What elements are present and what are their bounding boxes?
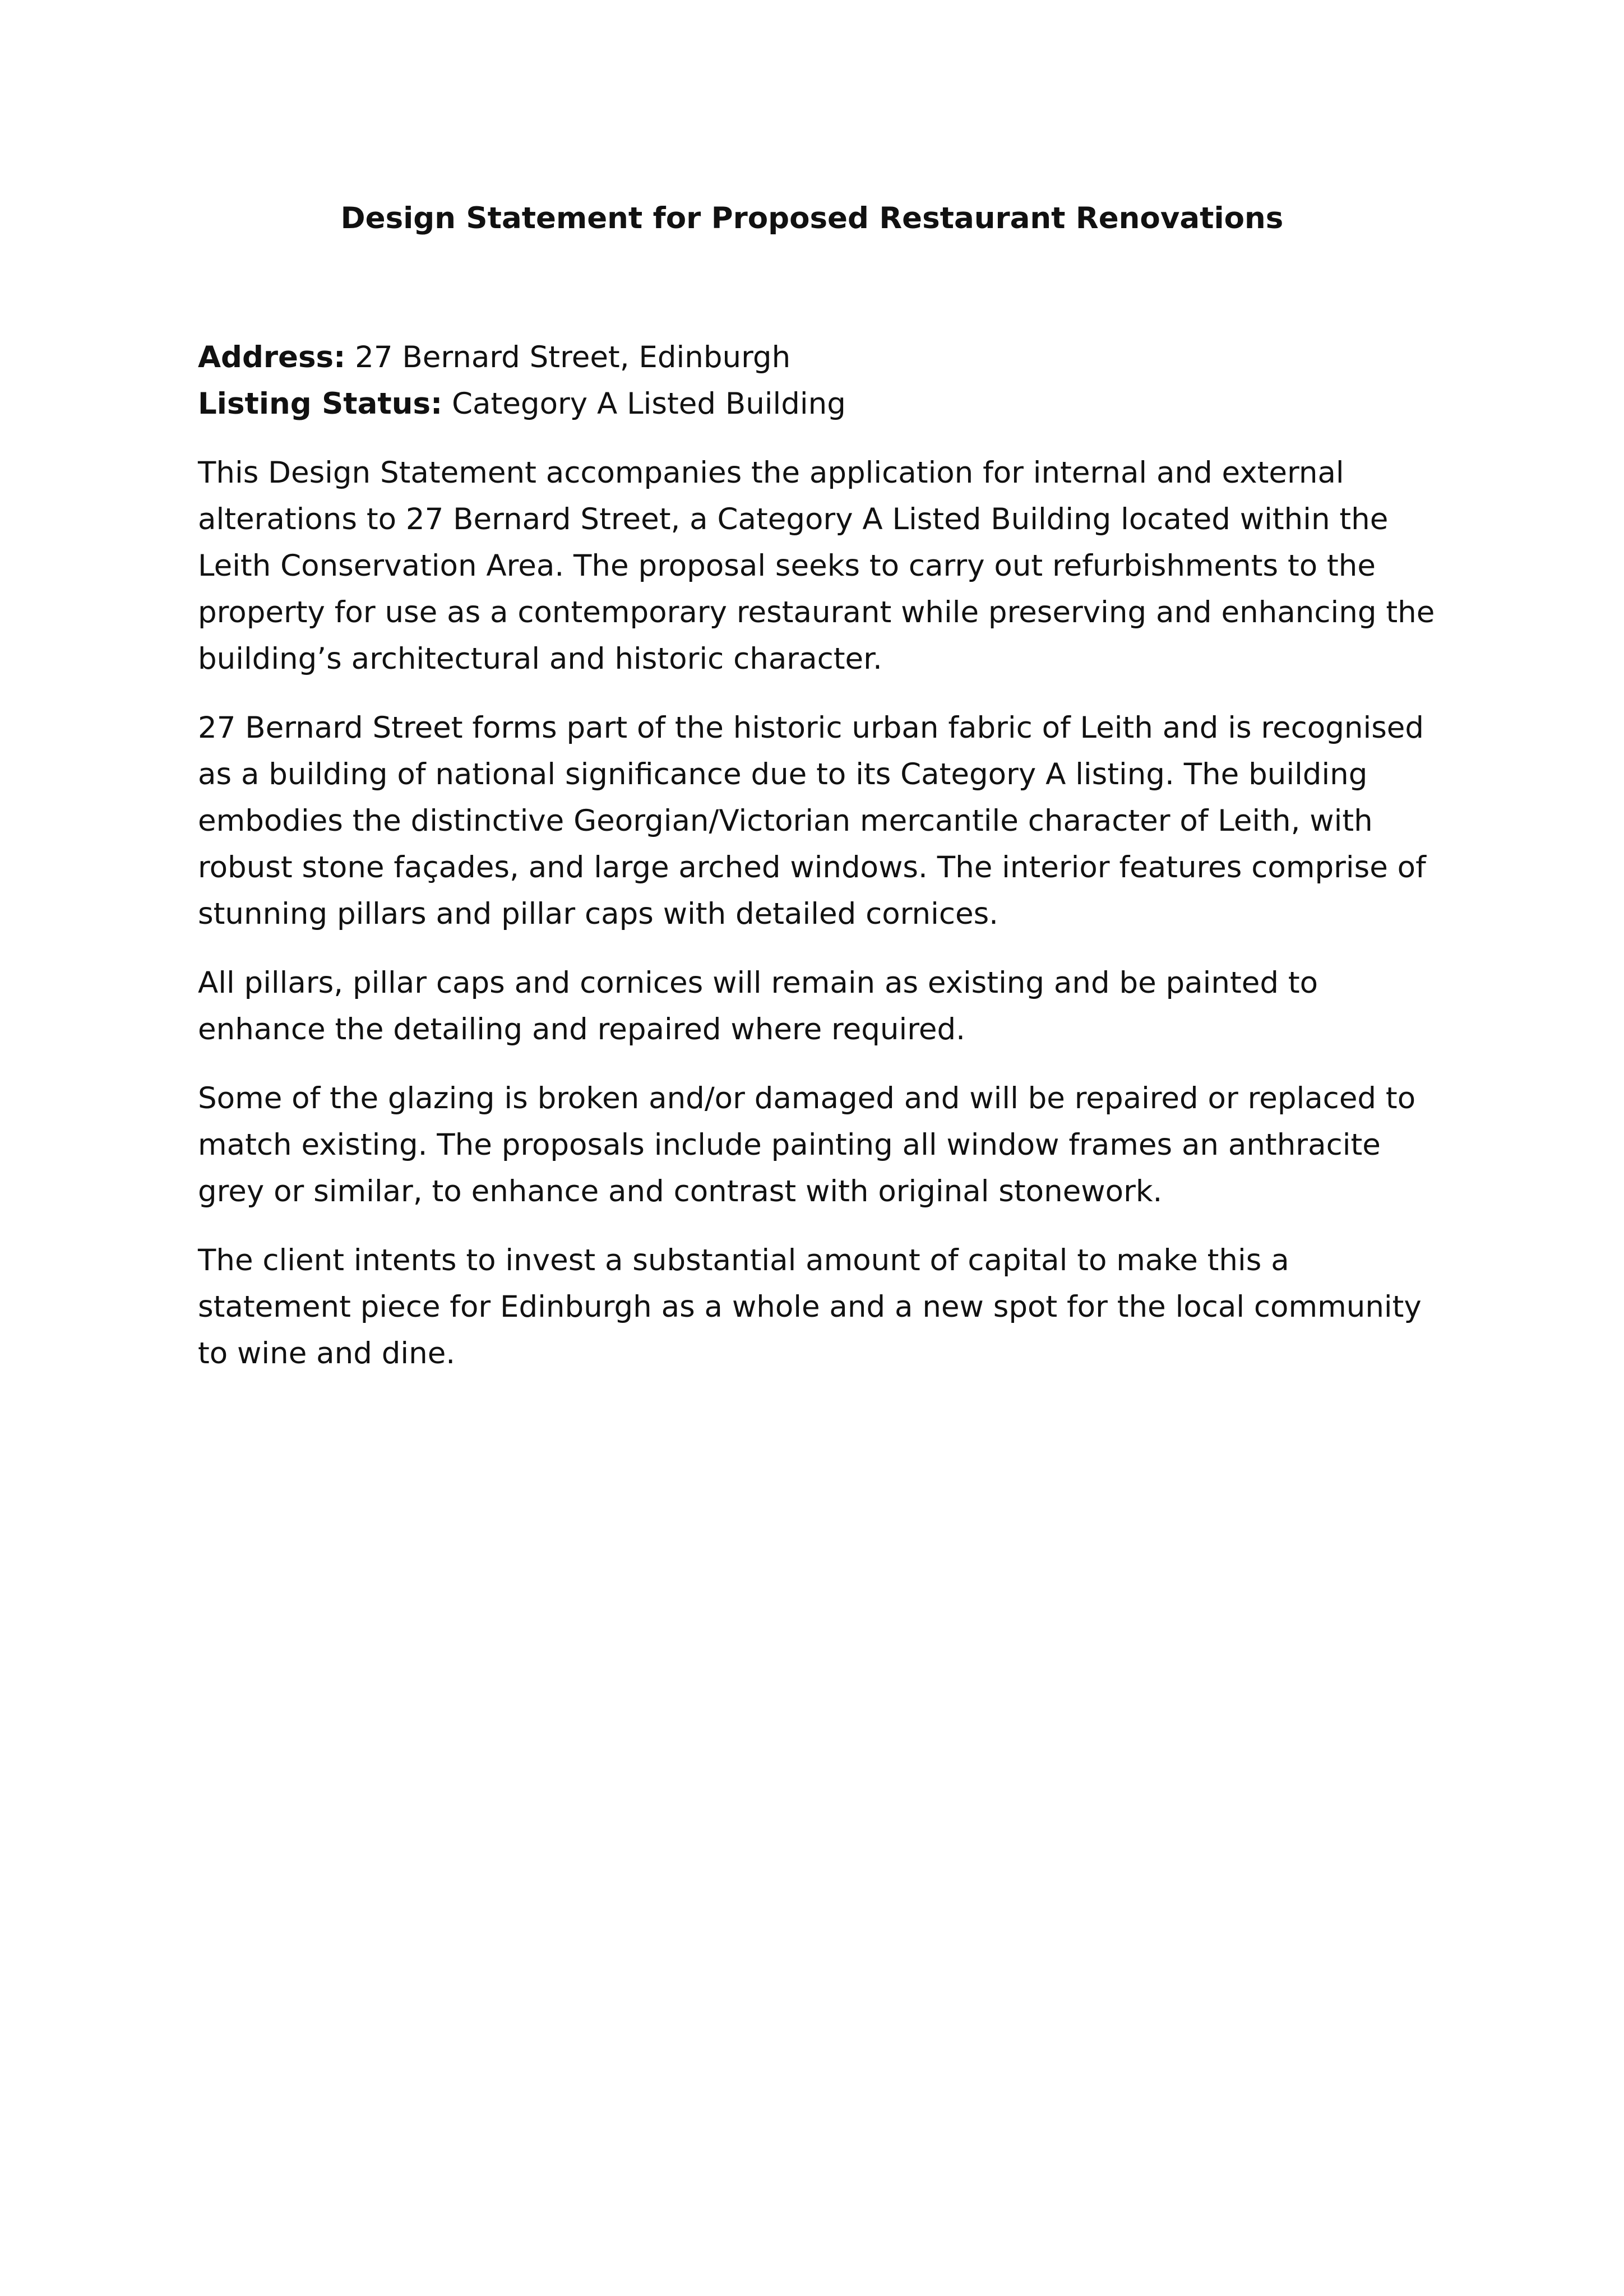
address-label: Address: xyxy=(198,340,346,374)
document-body xyxy=(198,334,1448,1377)
paragraph-intro: This Design Statement accompanies the application for internal and external alterations to 27 Bernard Street, a Category A Listed Building located within the Leith Conservation Area. The proposal seeks to carry out refurbishments to the property for use as a contemporary restaurant while preserving and enhancing the building’s architectural and historic character. xyxy=(198,456,1435,676)
listing-status-value: Category A Listed Building xyxy=(442,387,846,421)
address-value: 27 Bernard Street, Edinburgh xyxy=(345,340,791,374)
document-title: Design Statement for Proposed Restaurant Renovations xyxy=(340,201,1284,235)
paragraph-glazing: Some of the glazing is broken and/or damaged and will be repaired or replaced to match existing. The proposals include painting all window frames an anthracite grey or similar, to enhance and contrast with original stonework. xyxy=(198,1081,1416,1209)
listing-status-label: Listing Status: xyxy=(198,387,443,421)
paragraph-investment: The client intents to invest a substantial amount of capital to make this a statement piece for Edinburgh as a whole and a new spot for the local community to wine and dine. xyxy=(198,1243,1422,1371)
listing-status-line xyxy=(198,381,1448,427)
paragraph-pillars: All pillars, pillar caps and cornices will remain as existing and be painted to enhance the detailing and repaired where required. xyxy=(198,966,1318,1047)
address-line xyxy=(198,334,1448,381)
paragraph-significance: 27 Bernard Street forms part of the historic urban fabric of Leith and is recognised as a building of national significance due to its Category A listing. The building embodies the distinctive Georgian/Victorian mercantile character of Leith, with robust stone façades, and large arched windows. The interior features comprise of stunning pillars and pillar caps with detailed cornices. xyxy=(198,711,1426,931)
